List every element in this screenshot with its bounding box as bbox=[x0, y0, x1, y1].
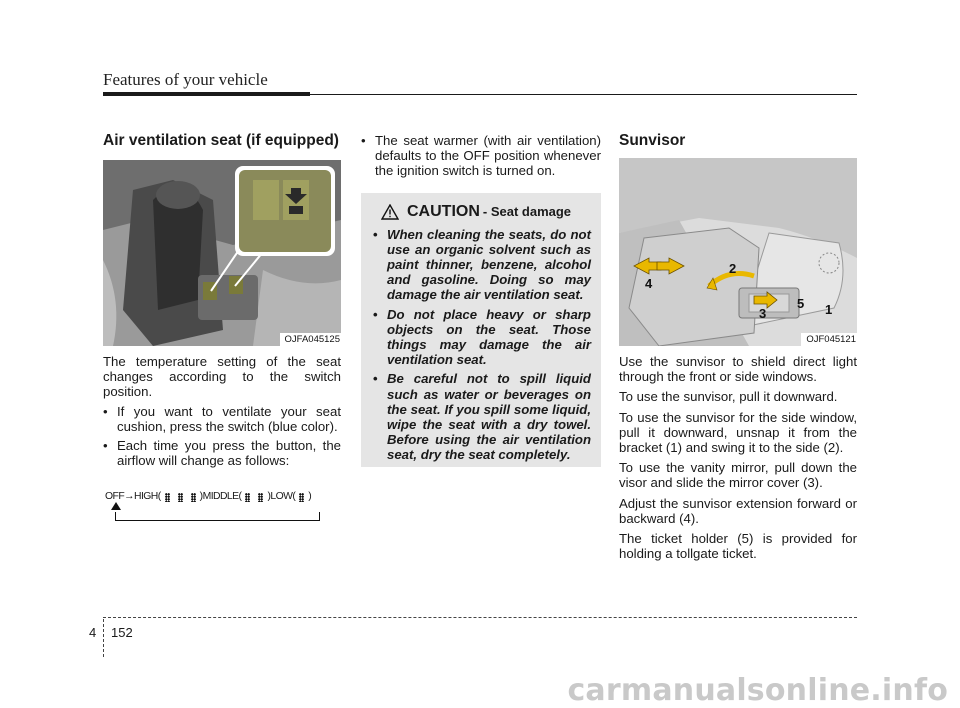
watermark-text: carmanualsonline.info bbox=[567, 673, 948, 708]
callout-5: 5 bbox=[797, 296, 805, 311]
sunvisor-paragraph: To use the sunvisor for the side window, pull it downward, unsnap it from the bracket (1) and swing it to the side (2). bbox=[619, 409, 857, 456]
callout-3: 3 bbox=[759, 306, 767, 321]
page-number: 152 bbox=[111, 625, 133, 640]
caution-title: CAUTION bbox=[407, 203, 480, 220]
caution-item: • Do not place heavy or sharp objects on the seat. Those things may damage the air ventilation seat. bbox=[373, 307, 591, 368]
seat-warmer-bullet: • The seat warmer (with air ventilation) defaults to the OFF position whenever the ignition switch is turned on. bbox=[361, 133, 601, 179]
caution-item: • Be careful not to spill liquid such as water or beverages on the seat. If you spill some liquid, wipe the seat with a dry towel. Before using the air ventilation seat, dry the seat completely. bbox=[373, 371, 591, 462]
header-rule-thick bbox=[103, 92, 310, 96]
figure-code: OJFA045125 bbox=[280, 333, 341, 346]
sunvisor-paragraph: To use the vanity mirror, pull down the visor and slide the mirror cover (3). bbox=[619, 460, 857, 491]
return-line bbox=[115, 512, 320, 521]
callout-4: 4 bbox=[645, 276, 653, 291]
callout-1: 1 bbox=[825, 302, 833, 317]
airflow-sequence-diagram bbox=[103, 484, 341, 528]
sunvisor-paragraph: To use the sunvisor, pull it downward. bbox=[619, 389, 838, 405]
fan-level-icon bbox=[189, 492, 198, 503]
sunvisor-paragraph: Adjust the sunvisor extension forward or backward (4). bbox=[619, 495, 857, 526]
footer-rule bbox=[103, 617, 857, 618]
airflow-high-label: HIGH( bbox=[133, 491, 161, 503]
column-sunvisor bbox=[619, 131, 857, 561]
caution-title-row bbox=[381, 203, 591, 221]
airflow-off-label: OFF bbox=[105, 491, 125, 503]
warning-triangle-icon bbox=[381, 204, 399, 220]
page-header-title: Features of your vehicle bbox=[103, 70, 268, 89]
column-ventilation bbox=[103, 131, 341, 528]
caution-subtitle: - Seat damage bbox=[482, 204, 572, 219]
footer-divider bbox=[103, 619, 104, 657]
return-arrow-icon bbox=[111, 502, 121, 510]
fan-level-icon bbox=[256, 492, 265, 503]
column-caution bbox=[361, 133, 601, 467]
fan-level-icon bbox=[176, 492, 185, 503]
fan-level-icon bbox=[243, 492, 252, 503]
arrow-icon: → bbox=[124, 491, 134, 503]
ventilation-bullet-1: • If you want to ventilate your seat cushion, press the switch (blue color). bbox=[103, 404, 341, 434]
callout-2: 2 bbox=[729, 261, 737, 276]
sunvisor-paragraph: The ticket holder (5) is provided for holding a tollgate ticket. bbox=[619, 531, 857, 562]
section-heading-ventilation: Air ventilation seat (if equipped) bbox=[103, 132, 339, 149]
header-rule-thin bbox=[310, 94, 857, 95]
section-heading-sunvisor: Sunvisor bbox=[619, 132, 686, 149]
fan-level-icon bbox=[297, 492, 306, 503]
airflow-low-label: )LOW( bbox=[267, 491, 296, 503]
airflow-middle-label: )MIDDLE( bbox=[199, 491, 242, 503]
airflow-close: ) bbox=[308, 491, 312, 503]
ventilation-bullet-2: • Each time you press the button, the airflow will change as follows: bbox=[103, 438, 341, 468]
sunvisor-paragraph: Use the sunvisor to shield direct light through the front or side windows. bbox=[619, 354, 857, 385]
ventilation-switch-illustration bbox=[103, 160, 341, 346]
caution-item: • When cleaning the seats, do not use an organic solvent such as paint thinner, benzene, alcohol and gasoline. Doing so may damage the air ventilation seat. bbox=[373, 227, 591, 303]
sunvisor-illustration bbox=[619, 158, 857, 346]
chapter-number: 4 bbox=[89, 625, 97, 640]
ventilation-intro: The temperature setting of the seat changes according to the switch position. bbox=[103, 354, 341, 400]
figure-code: OJF045121 bbox=[801, 333, 857, 346]
fan-level-icon bbox=[163, 492, 172, 503]
caution-box bbox=[361, 193, 601, 467]
